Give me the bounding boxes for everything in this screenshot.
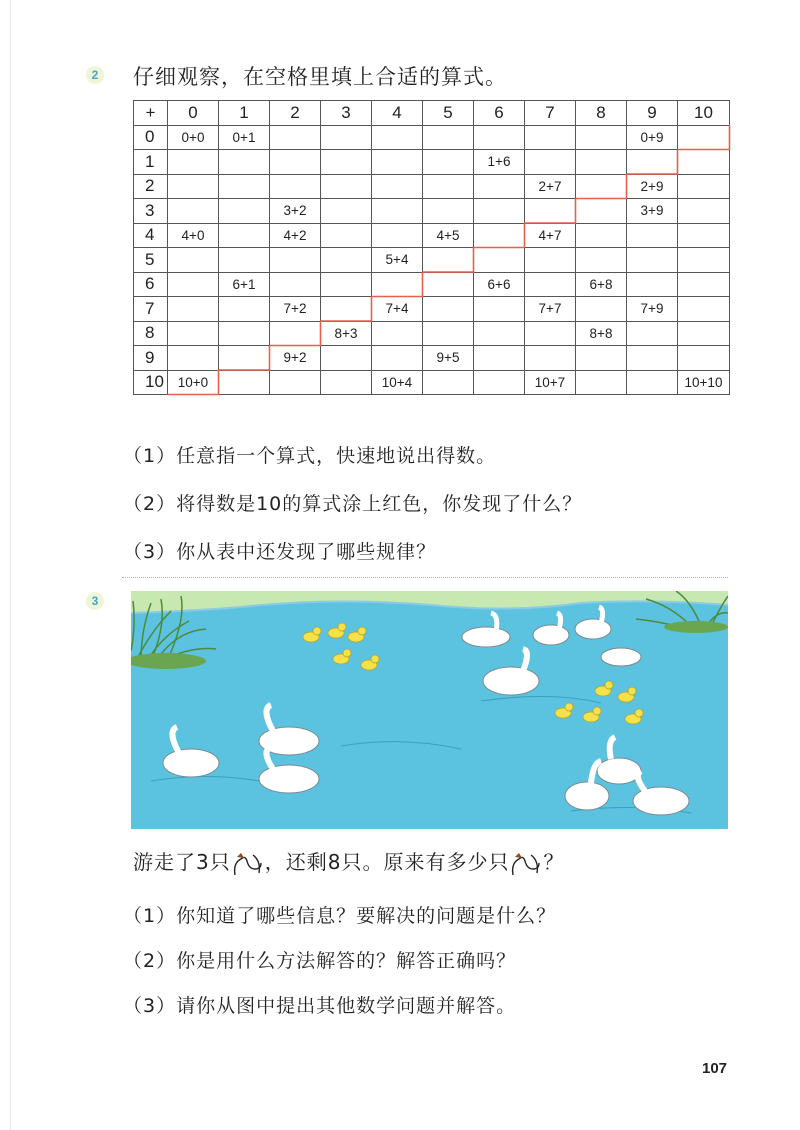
row-header: 6 [134, 272, 168, 297]
table-cell: 0+1 [219, 125, 270, 150]
table-corner-plus: + [134, 101, 168, 126]
table-cell [525, 199, 576, 224]
table-cell: 8+3 [321, 321, 372, 346]
table-row [134, 346, 730, 371]
column-header: 10 [678, 101, 730, 126]
table-cell: 6+1 [219, 272, 270, 297]
column-header: 2 [270, 101, 321, 126]
table-cell [474, 174, 525, 199]
table-cell [372, 125, 423, 150]
table-cell [423, 199, 474, 224]
table-cell: 5+4 [372, 248, 423, 273]
question-2-sub-2: （2）将得数是10的算式涂上红色，你发现了什么？ [123, 493, 583, 515]
column-header: 3 [321, 101, 372, 126]
table-cell [219, 321, 270, 346]
table-cell: 2+7 [525, 174, 576, 199]
question-3-sub-3: （3）请你从图中提出其他数学问题并解答。 [123, 995, 517, 1017]
table-cell [576, 150, 627, 175]
section-divider [122, 577, 728, 578]
table-cell [576, 297, 627, 322]
table-cell: 4+0 [168, 223, 219, 248]
table-cell: 4+2 [270, 223, 321, 248]
column-header: 8 [576, 101, 627, 126]
table-cell [525, 248, 576, 273]
table-cell [372, 346, 423, 371]
column-header: 6 [474, 101, 525, 126]
table-cell [423, 150, 474, 175]
table-cell [423, 297, 474, 322]
table-row [134, 199, 730, 224]
column-header: 0 [168, 101, 219, 126]
table-cell [168, 297, 219, 322]
column-header: 7 [525, 101, 576, 126]
table-cell [219, 174, 270, 199]
table-cell [627, 248, 678, 273]
table-cell [474, 370, 525, 395]
table-cell [525, 125, 576, 150]
table-row [134, 321, 730, 346]
row-header: 2 [134, 174, 168, 199]
table-cell [474, 199, 525, 224]
table-cell [219, 370, 270, 395]
table-cell [321, 125, 372, 150]
table-cell [576, 125, 627, 150]
table-cell [678, 272, 730, 297]
table-cell [372, 272, 423, 297]
addition-table [133, 100, 730, 395]
row-header: 7 [134, 297, 168, 322]
table-cell [321, 248, 372, 273]
table-cell [321, 346, 372, 371]
table-cell [270, 370, 321, 395]
swan-icon [509, 849, 543, 879]
table-row [134, 370, 730, 395]
table-cell [168, 199, 219, 224]
table-cell [321, 370, 372, 395]
table-cell [423, 272, 474, 297]
table-cell [219, 223, 270, 248]
question-2-sub-3: （3）你从表中还发现了哪些规律？ [123, 541, 437, 563]
table-cell [219, 150, 270, 175]
table-cell [576, 248, 627, 273]
row-header: 10 [134, 370, 168, 395]
story-part-1: 游走了3只 [133, 850, 231, 874]
table-cell [270, 150, 321, 175]
page-number: 107 [702, 1060, 728, 1077]
table-cell [627, 321, 678, 346]
table-cell [576, 370, 627, 395]
table-cell: 8+8 [576, 321, 627, 346]
table-cell [627, 150, 678, 175]
table-cell [423, 174, 474, 199]
table-cell: 7+4 [372, 297, 423, 322]
table-cell [219, 199, 270, 224]
row-header: 5 [134, 248, 168, 273]
table-cell: 10+7 [525, 370, 576, 395]
table-cell [219, 297, 270, 322]
table-cell [423, 248, 474, 273]
table-cell [168, 346, 219, 371]
table-cell [270, 248, 321, 273]
table-cell [219, 346, 270, 371]
table-cell [372, 174, 423, 199]
table-cell [627, 346, 678, 371]
table-cell [372, 223, 423, 248]
table-cell [423, 321, 474, 346]
table-cell: 10+0 [168, 370, 219, 395]
table-cell [678, 174, 730, 199]
table-cell [219, 248, 270, 273]
table-cell: 7+2 [270, 297, 321, 322]
table-cell [525, 150, 576, 175]
table-cell: 3+9 [627, 199, 678, 224]
table-cell: 6+6 [474, 272, 525, 297]
table-cell [678, 297, 730, 322]
story-part-3: ？ [543, 850, 565, 874]
table-cell [576, 223, 627, 248]
table-cell: 6+8 [576, 272, 627, 297]
question-2-badge: 2 [86, 66, 104, 84]
table-cell [525, 346, 576, 371]
table-cell [321, 174, 372, 199]
table-cell [321, 297, 372, 322]
question-3-badge: 3 [86, 592, 104, 610]
page-binding-line [10, 0, 11, 1130]
table-cell [474, 321, 525, 346]
table-cell [474, 346, 525, 371]
table-cell [168, 248, 219, 273]
row-header: 9 [134, 346, 168, 371]
table-cell [372, 321, 423, 346]
table-cell [678, 150, 730, 175]
table-cell [627, 370, 678, 395]
table-cell [321, 199, 372, 224]
table-row [134, 223, 730, 248]
table-cell [576, 199, 627, 224]
table-cell [474, 297, 525, 322]
table-row [134, 125, 730, 150]
table-row [134, 150, 730, 175]
table-cell [321, 223, 372, 248]
table-cell [627, 223, 678, 248]
table-cell [270, 321, 321, 346]
table-cell [525, 321, 576, 346]
story-part-2: ，还剩8只。原来有多少只 [264, 850, 510, 874]
table-cell: 3+2 [270, 199, 321, 224]
pond-illustration [131, 591, 728, 829]
table-cell [168, 174, 219, 199]
table-cell [372, 199, 423, 224]
table-row [134, 174, 730, 199]
table-cell [474, 125, 525, 150]
row-header: 1 [134, 150, 168, 175]
swan-icon [231, 849, 265, 879]
question-2-sub-1: （1）任意指一个算式，快速地说出得数。 [123, 445, 497, 467]
column-header: 4 [372, 101, 423, 126]
table-cell [168, 150, 219, 175]
table-cell: 10+10 [678, 370, 730, 395]
question-3-sub-2: （2）你是用什么方法解答的？解答正确吗？ [123, 950, 517, 972]
question-3-story [133, 846, 564, 879]
column-header: 5 [423, 101, 474, 126]
table-row [134, 248, 730, 273]
table-cell [372, 150, 423, 175]
table-cell [627, 272, 678, 297]
table-cell [678, 223, 730, 248]
question-3-sub-1: （1）你知道了哪些信息？要解决的问题是什么？ [123, 905, 557, 927]
column-header: 9 [627, 101, 678, 126]
table-cell: 4+5 [423, 223, 474, 248]
question-2-prompt: 仔细观察，在空格里填上合适的算式。 [133, 65, 507, 89]
table-cell: 7+9 [627, 297, 678, 322]
table-cell [576, 346, 627, 371]
table-cell [321, 150, 372, 175]
table-row [134, 272, 730, 297]
row-header: 4 [134, 223, 168, 248]
column-header: 1 [219, 101, 270, 126]
table-cell [678, 125, 730, 150]
table-cell [525, 272, 576, 297]
table-cell [270, 272, 321, 297]
table-cell: 4+7 [525, 223, 576, 248]
table-cell [270, 125, 321, 150]
table-row [134, 297, 730, 322]
table-cell: 1+6 [474, 150, 525, 175]
table-cell [423, 125, 474, 150]
table-cell [321, 272, 372, 297]
table-cell [474, 223, 525, 248]
table-cell: 0+0 [168, 125, 219, 150]
table-cell [678, 346, 730, 371]
table-cell [678, 248, 730, 273]
table-cell [168, 272, 219, 297]
table-cell [678, 199, 730, 224]
row-header: 8 [134, 321, 168, 346]
table-cell: 9+2 [270, 346, 321, 371]
table-cell: 2+9 [627, 174, 678, 199]
row-header: 3 [134, 199, 168, 224]
table-cell [576, 174, 627, 199]
table-cell [423, 370, 474, 395]
row-header: 0 [134, 125, 168, 150]
table-cell [168, 321, 219, 346]
table-cell: 0+9 [627, 125, 678, 150]
table-cell: 7+7 [525, 297, 576, 322]
table-cell: 9+5 [423, 346, 474, 371]
table-cell [678, 321, 730, 346]
table-cell [270, 174, 321, 199]
table-cell [474, 248, 525, 273]
table-cell: 10+4 [372, 370, 423, 395]
